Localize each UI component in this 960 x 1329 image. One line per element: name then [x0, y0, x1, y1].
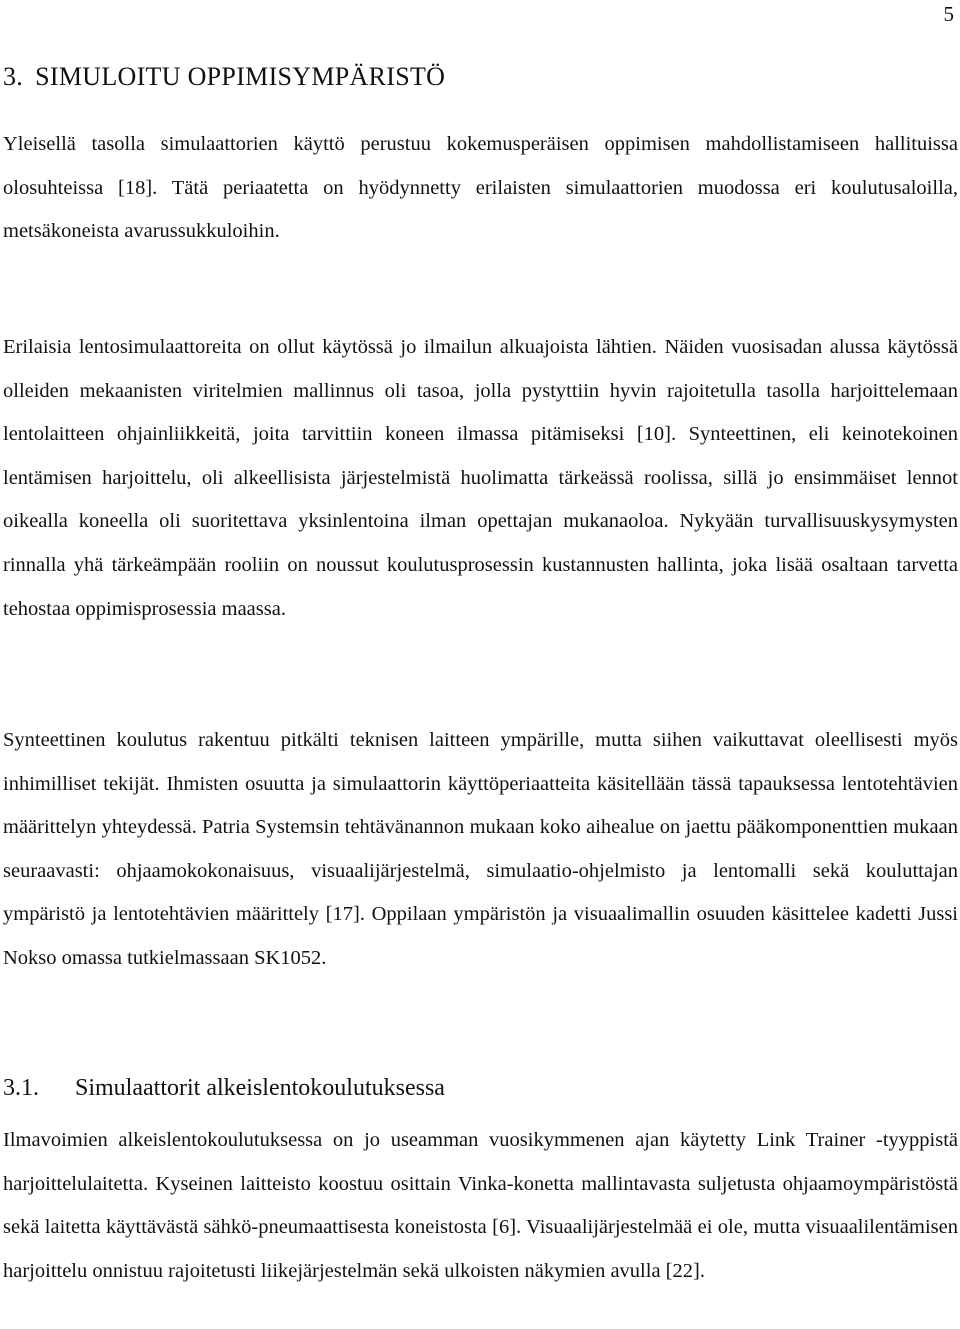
chapter-heading	[3, 62, 445, 92]
body-paragraph: Synteettinen koulutus rakentuu pitkälti teknisen laitteen ympärille, mutta siihen vaikuttavat oleellisesti myös inhimilliset tekijät. Ihmisten osuutta ja simulaattorin käyttöperiaatteita käsitellään tässä tapauksessa lentotehtävien määrittelyn yhteydessä. Patria Systemsin tehtävänannon mukaan koko aihealue on jaettu pääkomponenttien mukaan seuraavasti: ohjaamokokonaisuus, visuaalijärjestelmä, simulaatio-ohjelmisto ja lentomalli sekä kouluttajan ympäristö ja lentotehtävien määrittely [17]. Oppilaan ympäristön ja visuaalimallin osuuden käsittelee kadetti Jussi Nokso omassa tutkielmassaan SK1052.	[3, 729, 958, 969]
section-paragraph: Ilmavoimien alkeislentokoulutuksessa on jo useamman vuosikymmenen ajan käytetty Link Trainer -tyyppistä harjoittelulaitetta. Kyseinen laitteisto koostuu osittain Vinka-konetta mallintavasta suljetusta ohjaamoympäristöstä sekä laitetta käyttävästä sähkö-pneumaattisesta koneistosta [6]. Visuaalijärjestelmää ei ole, mutta visuaalilentämisen harjoittelu onnistuu rajoitetusti liikejärjestelmän sekä ulkoisten näkymien avulla [22].	[3, 1129, 958, 1282]
section-title: Simulaattorit alkeislentokoulutuksessa	[75, 1075, 445, 1101]
section-heading	[3, 1075, 445, 1102]
page-number: 5	[943, 2, 954, 26]
body-paragraph: Erilaisia lentosimulaattoreita on ollut käytössä jo ilmailun alkuajoista lähtien. Näiden vuosisadan alussa käytössä olleiden mekaanisten viritelmien mallinnus oli tasoa, jolla pystyttiin hyvin rajoitetulla tasolla harjoittelemaan lentolaitteen ohjainliikkeitä, joita tarvittiin koneen ilmassa pitämiseksi [10]. Synteettinen, eli keinotekoinen lentämisen harjoittelu, oli alkeellisista järjestelmistä huolimatta tärkeässä roolissa, sillä jo ensimmäiset lennot oikealla koneella oli suoritettava yksinlentoina ilman opettajan mukanaoloa. Nykyään turvallisuuskysymysten rinnalla yhä tärkeämpään rooliin on noussut koulutusprosessin kustannusten hallinta, joka lisää osaltaan tarvetta tehostaa oppimisprosessia maassa.	[3, 336, 958, 620]
chapter-title: SIMULOITU OPPIMISYMPÄRISTÖ	[35, 62, 446, 91]
body-paragraph: Yleisellä tasolla simulaattorien käyttö perustuu kokemusperäisen oppimisen mahdollistamiseen hallituissa olosuhteissa [18]. Tätä periaatetta on hyödynnetty erilaisten simulaattorien muodossa eri koulutusaloilla, metsäkoneista avarussukkuloihin.	[3, 133, 958, 243]
chapter-number: 3.	[3, 62, 24, 91]
section-number: 3.1.	[3, 1075, 39, 1101]
